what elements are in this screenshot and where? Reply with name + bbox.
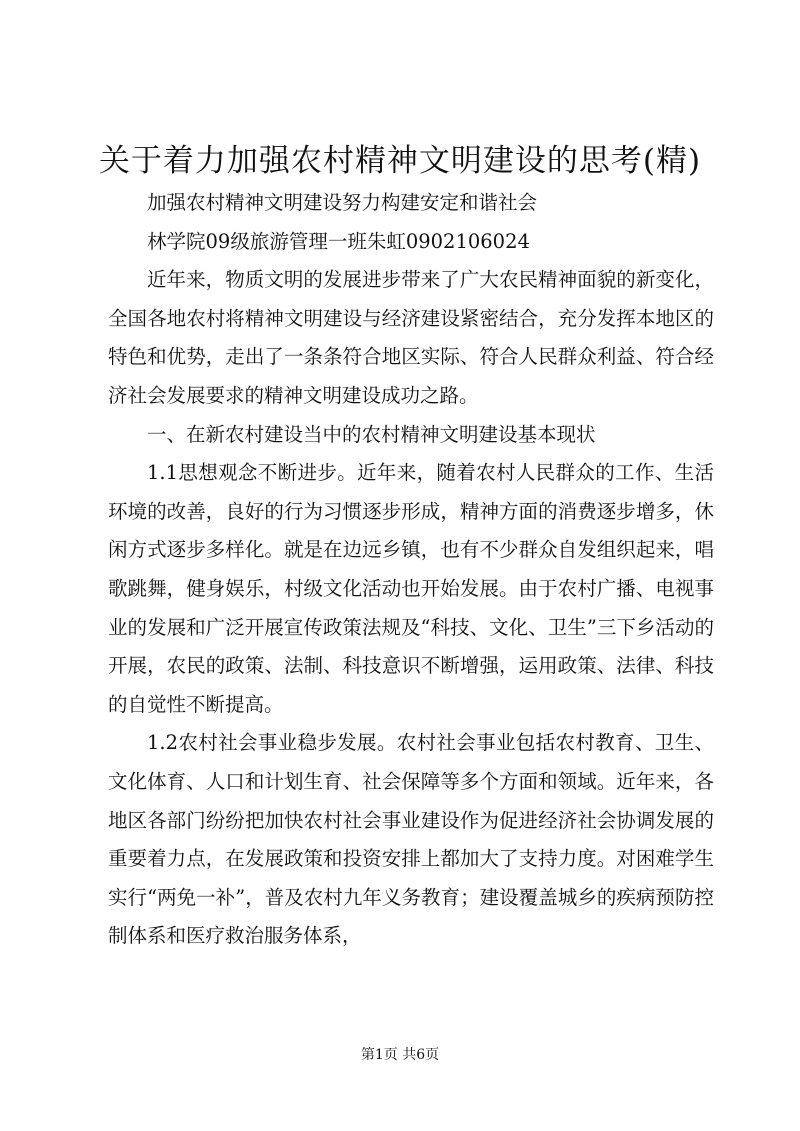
page-number: 第1页: [360, 1047, 398, 1063]
section-heading: 一、在新农村建设当中的农村精神文明建设基本现状: [147, 422, 596, 446]
intro-paragraph: 近年来，物质文明的发展进步带来了广大农民精神面貌的新变化，全国各地农村将精神文明建设与经济建设紧密结合，充分发挥本地区的特色和优势，走出了一条条符合地区实际、符合人民群众利益、符合经济社会发展要求的精神文明建设成功之路。: [108, 268, 714, 407]
page-total: 共6页: [402, 1047, 440, 1063]
subtitle-paragraph: 加强农村精神文明建设努力构建安定和谐社会: [147, 191, 538, 214]
page-footer: [0, 1045, 800, 1065]
body-paragraph: 1.2农村社会事业稳步发展。农村社会事业包括农村教育、卫生、文化体育、人口和计划生育、社会保障等多个方面和领域。近年来，各地区各部门纷纷把加快农村社会事业建设作为促进经济社会协调发展的重要着力点，在发展政策和投资安排上都加大了支持力度。对困难学生实行“两免一补”，普及农村九年义务教育；建设覆盖城乡的疾病预防控制体系和医疗救治服务体系，: [108, 731, 714, 948]
document-title: 关于着力加强农村精神文明建设的思考(精): [98, 143, 702, 179]
author-paragraph: 林学院09级旅游管理一班朱虹0902106024: [147, 229, 530, 253]
body-paragraph: 1.1思想观念不断进步。近年来，随着农村人民群众的工作、生活环境的改善，良好的行为习惯逐步形成，精神方面的消费逐步增多，休闲方式逐步多样化。就是在边远乡镇，也有不少群众自发组织起来，唱歌跳舞，健身娱乐，村级文化活动也开始发展。由于农村广播、电视事业的发展和广泛开展宣传政策法规及“科技、文化、卫生”三下乡活动的开展，农民的政策、法制、科技意识不断增强，运用政策、法律、科技的自觉性不断提高。: [108, 461, 714, 716]
document-body: [108, 184, 714, 956]
